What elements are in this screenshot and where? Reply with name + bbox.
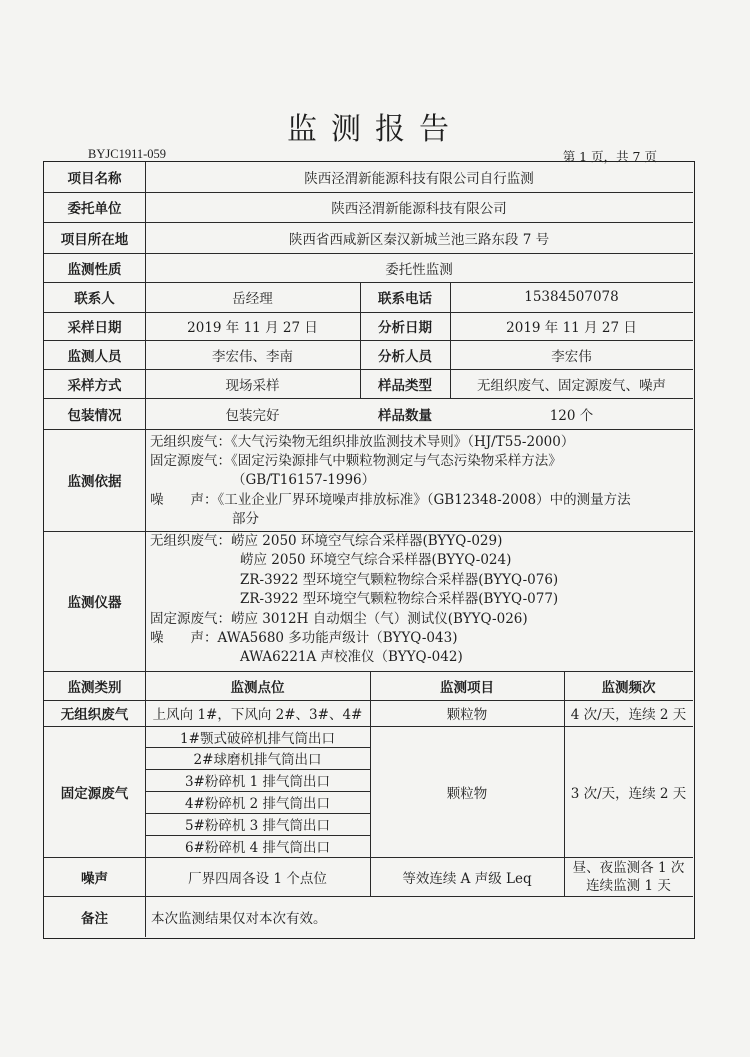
- instrument-line: ZR-3922 型环境空气颗粒物综合采样器(BYYQ-077): [240, 591, 559, 607]
- instrument-line: 固定源废气：崂应 3012H 自动烟尘（气）测试仪(BYYQ-026): [150, 611, 528, 627]
- unorganized-item: 颗粒物: [446, 707, 488, 723]
- instrument-line: ZR-3922 型环境空气颗粒物综合采样器(BYYQ-076): [240, 572, 559, 588]
- analysis-staff-value: 李宏伟: [551, 348, 592, 365]
- sample-count-value: 120 个: [549, 407, 594, 424]
- nature-value: 委托性监测: [385, 261, 453, 278]
- analysis-date-label: 分析日期: [378, 320, 432, 336]
- instrument-line: 崂应 2050 环境空气综合采样器(BYYQ-024): [240, 552, 512, 568]
- fixed-point: 3#粉碎机 1 排气筒出口: [184, 774, 331, 790]
- client-value: 陕西泾渭新能源科技有限公司: [331, 201, 507, 217]
- analysis-date-value: 2019 年 11 月 27 日: [506, 320, 637, 336]
- phone-label: 联系电话: [378, 291, 432, 307]
- noise-points: 厂界四周各设 1 个点位: [188, 870, 327, 887]
- sample-method-label: 采样方式: [67, 377, 122, 394]
- instrument-line: AWA6221A 声校准仪（BYYQ-042): [240, 649, 463, 665]
- instruments-label: 监测仪器: [67, 595, 122, 611]
- fixed-point: 2#球磨机排气筒出口: [193, 752, 322, 768]
- analysis-staff-label: 分析人员: [378, 348, 432, 365]
- plan-header-item: 监测项目: [440, 679, 494, 696]
- project-name-label: 项目名称: [67, 171, 122, 187]
- plan-header-points: 监测点位: [230, 679, 285, 696]
- noise-frequency-line: 连续监测 1 天: [586, 877, 671, 894]
- nature-label: 监测性质: [67, 261, 122, 278]
- monitor-staff-value: 李宏伟、李南: [212, 348, 293, 365]
- fixed-category: 固定源废气: [60, 785, 129, 802]
- monitor-staff-label: 监测人员: [67, 348, 122, 365]
- basis-line: （GB/T16157-1996）: [232, 472, 376, 488]
- fixed-frequency: 3 次/天，连续 2 天: [570, 785, 687, 802]
- unorganized-frequency: 4 次/天，连续 2 天: [570, 707, 687, 723]
- plan-header-category: 监测类别: [67, 679, 122, 696]
- location-label: 项目所在地: [60, 231, 129, 248]
- plan-header-frequency: 监测频次: [601, 679, 656, 696]
- packaging-label: 包装情况: [67, 407, 122, 424]
- packaging-value: 包装完好: [225, 407, 280, 424]
- instrument-line: 无组织废气：崂应 2050 环境空气综合采样器(BYYQ-029): [150, 533, 503, 549]
- sample-type-label: 样品类型: [378, 377, 432, 394]
- noise-frequency-line: 昼、夜监测各 1 次: [572, 859, 685, 876]
- basis-label: 监测依据: [67, 474, 122, 490]
- client-label: 委托单位: [67, 201, 122, 217]
- project-name-value: 陕西泾渭新能源科技有限公司自行监测: [304, 171, 534, 187]
- basis-line: 固定源废气：《固定污染源排气中颗粒物测定与气态污染物采样方法》: [150, 453, 562, 469]
- fixed-point: 5#粉碎机 3 排气筒出口: [184, 818, 331, 834]
- location-value: 陕西省西咸新区秦汉新城兰池三路东段 7 号: [288, 231, 550, 248]
- fixed-point: 6#粉碎机 4 排气筒出口: [184, 840, 331, 856]
- unorganized-category: 无组织废气: [60, 707, 129, 723]
- phone-value: 15384507078: [524, 289, 619, 305]
- noise-frequency: [564, 857, 693, 896]
- sample-count-label: 样品数量: [378, 407, 432, 424]
- sample-method-value: 现场采样: [225, 377, 280, 394]
- sample-type-value: 无组织废气、固定源废气、噪声: [477, 377, 666, 394]
- report-title: 监测报告: [287, 112, 463, 147]
- basis-line: 噪 声：《工业企业厂界环境噪声排放标准》（GB12348-2008）中的测量方法: [150, 492, 631, 508]
- basis-line: 无组织废气：《大气污染物无组织排放监测技术导则》（HJ/T55-2000）: [150, 434, 575, 450]
- contact-value: 岳经理: [232, 291, 273, 307]
- fixed-point: 4#粉碎机 2 排气筒出口: [184, 796, 331, 812]
- unorganized-points: 上风向 1#，下风向 2#、3#、4#: [152, 707, 363, 723]
- page-number: 第 1 页，共 7 页: [562, 149, 657, 164]
- sample-date-label: 采样日期: [67, 320, 122, 336]
- remarks-label: 备注: [81, 910, 108, 927]
- sample-date-value: 2019 年 11 月 27 日: [187, 320, 318, 336]
- noise-item: 等效连续 A 声级 Leq: [402, 870, 532, 887]
- fixed-item: 颗粒物: [446, 785, 488, 802]
- instrument-line: 噪 声：AWA5680 多功能声级计（BYYQ-043): [150, 630, 458, 646]
- contact-label: 联系人: [74, 291, 115, 307]
- document-number: BYJC1911-059: [88, 147, 167, 161]
- report-table: [43, 161, 695, 939]
- fixed-point: 1#颚式破碎机排气筒出口: [180, 730, 335, 747]
- basis-line: 部分: [232, 511, 259, 527]
- noise-category: 噪声: [81, 870, 108, 887]
- remarks-value: 本次监测结果仅对本次有效。: [151, 910, 327, 927]
